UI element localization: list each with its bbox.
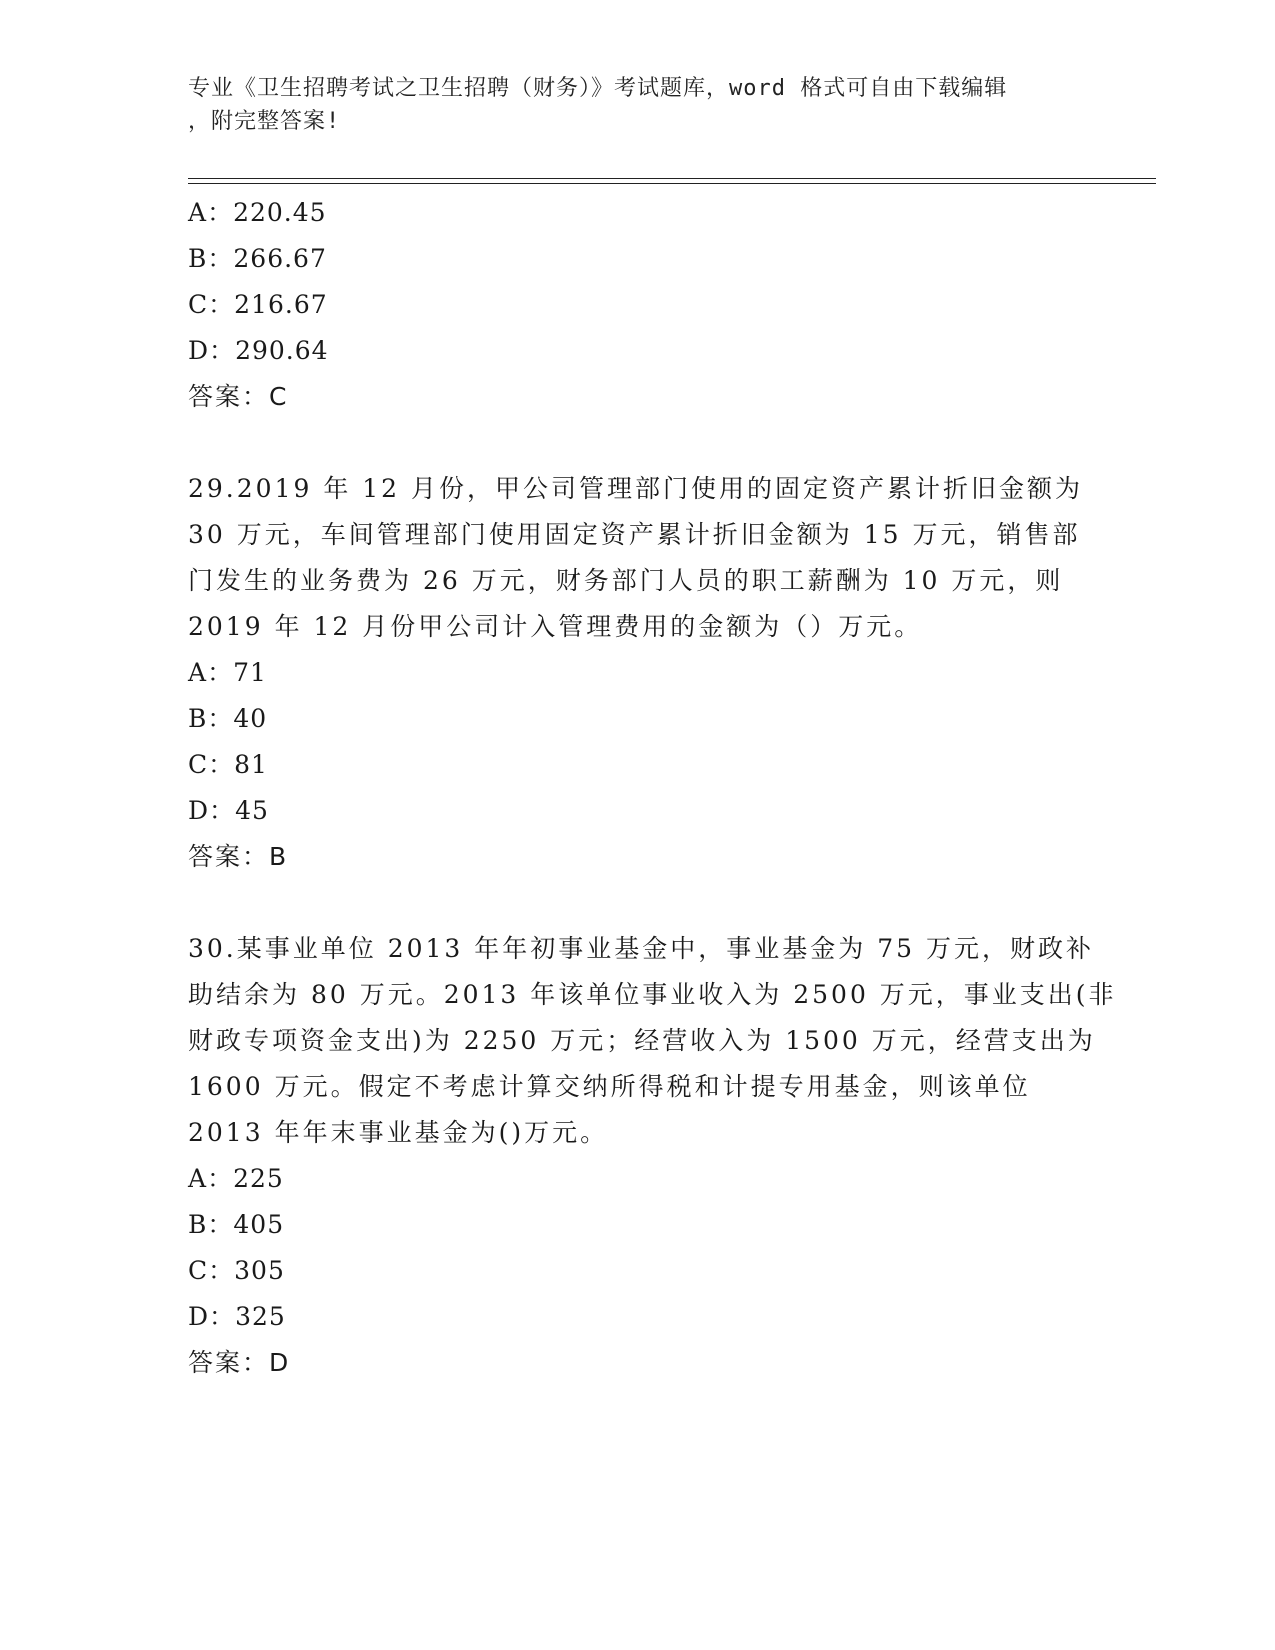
option-value: 220.45 [233,198,327,227]
question-line: 财政专项资金支出)为 2250 万元；经营收入为 1500 万元，经营支出为 [188,1026,1096,1055]
answer-value: B [269,842,289,871]
option-b: B：266.67 [188,244,327,273]
question-line: 助结余为 80 万元。2013 年该单位事业收入为 2500 万元，事业支出(非 [188,980,1117,1009]
question-30-block [188,926,1117,1386]
option-value: 71 [233,658,267,687]
question-line: 30 万元，车间管理部门使用固定资产累计折旧金额为 15 万元，销售部 [188,520,1081,549]
answer-line [188,834,1088,880]
option-a: A：71 [188,658,267,687]
option-d: D：45 [188,796,269,825]
question-line: 门发生的业务费为 26 万元，财务部门人员的职工薪酬为 10 万元，则 [188,566,1064,595]
document-body [188,190,1117,1386]
question-line: 2013 年年末事业基金为()万元。 [188,1118,609,1147]
option-label: C [188,1256,209,1285]
option-c: C：216.67 [188,290,328,319]
option-value: 45 [235,796,269,825]
document-header [188,72,1088,138]
option-value: 225 [233,1164,284,1193]
option-label: A [188,658,208,687]
option-label: B [188,244,208,273]
option-label: D [188,796,210,825]
option-b: B：405 [188,1210,285,1239]
option-label: A [188,1164,208,1193]
option-a: A：220.45 [188,198,327,227]
answer-label: 答案： [188,1348,270,1377]
question-line: 1600 万元。假定不考虑计算交纳所得税和计提专用基金，则该单位 [188,1072,1031,1101]
answer-line [188,1340,1088,1386]
option-label: D [188,336,210,365]
option-value: 216.67 [234,290,328,319]
header-divider-top [188,178,1156,179]
header-divider-bottom [188,183,1156,184]
option-label: C [188,750,209,779]
option-label: C [188,290,209,319]
option-value: 305 [234,1256,285,1285]
question-29-block [188,466,1088,880]
option-label: D [188,1302,210,1331]
option-d: D：325 [188,1302,286,1331]
question-line: 29.2019 年 12 月份，甲公司管理部门使用的固定资产累计折旧金额为 [188,474,1084,503]
option-value: 266.67 [233,244,327,273]
option-value: 40 [233,704,268,733]
question-text [188,926,1117,1156]
option-a: A：225 [188,1164,284,1193]
option-c: C：81 [188,750,268,779]
header-title-line-1: 专业《卫生招聘考试之卫生招聘（财务）》考试题库，word 格式可自由下载编辑 [188,76,1008,101]
option-label: B [188,1210,208,1239]
answer-value: D [269,1348,291,1377]
option-c: C：305 [188,1256,285,1285]
option-label: A [188,198,208,227]
answer-label: 答案： [188,382,270,411]
option-value: 405 [233,1210,285,1239]
answer-label: 答案： [188,842,270,871]
question-text [188,466,1088,650]
question-28-block [188,190,1088,420]
option-b: B：40 [188,704,268,733]
question-line: 2019 年 12 月份甲公司计入管理费用的金额为（）万元。 [188,612,923,641]
option-d: D：290.64 [188,336,329,365]
header-title-line-2: ，附完整答案! [188,109,341,134]
option-value: 325 [235,1302,286,1331]
option-label: B [188,704,208,733]
option-value: 290.64 [235,336,329,365]
answer-line [188,374,1088,420]
answer-value: C [269,382,289,411]
option-value: 81 [234,750,268,779]
question-line: 30.某事业单位 2013 年年初事业基金中，事业基金为 75 万元，财政补 [188,934,1094,963]
